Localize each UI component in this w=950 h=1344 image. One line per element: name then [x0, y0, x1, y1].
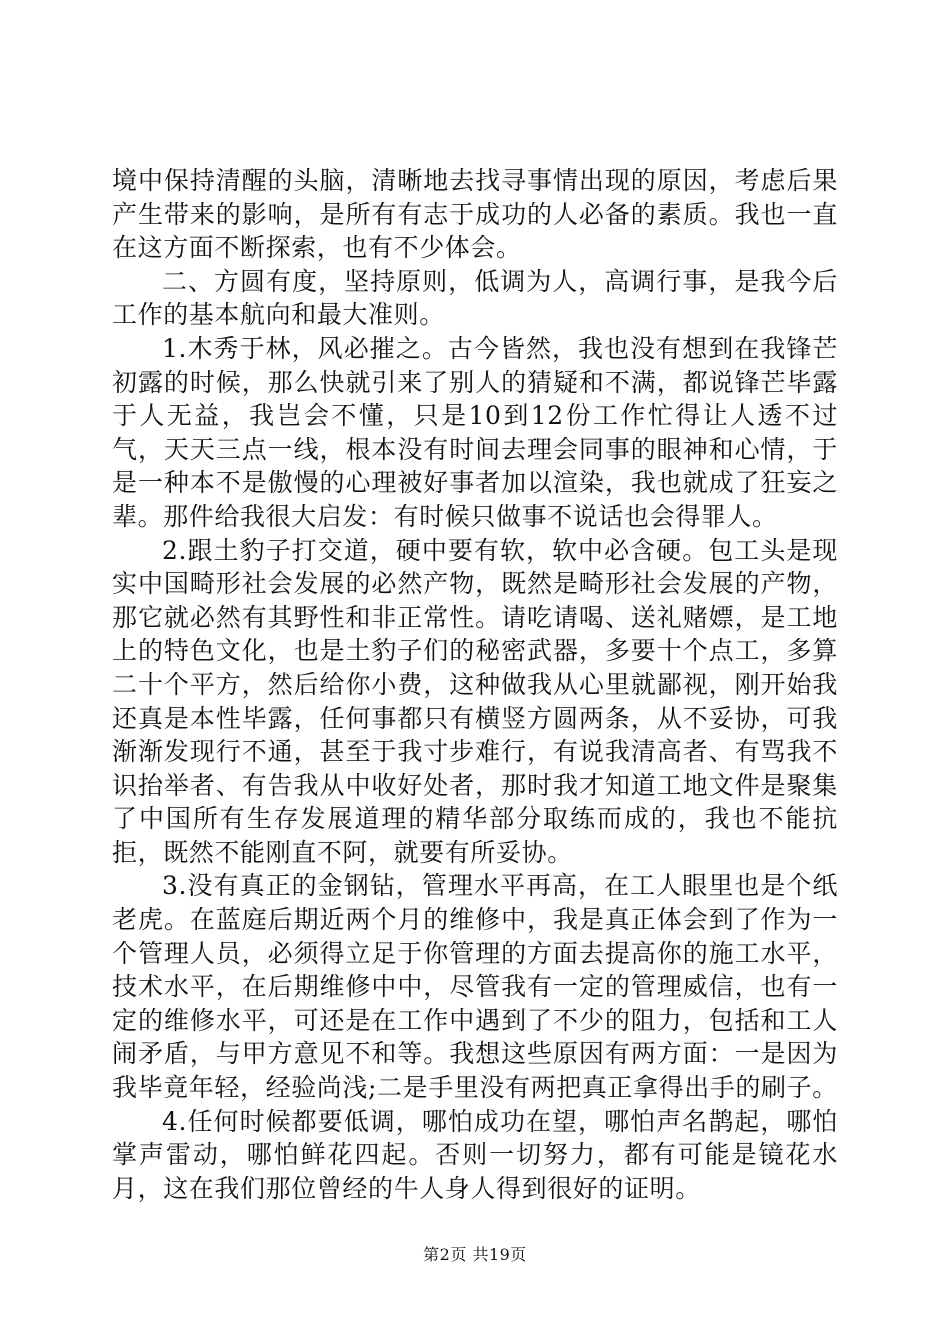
paragraph-item-4: 4.任何时候都要低调，哪怕成功在望，哪怕声名鹊起，哪怕掌声雷动，哪怕鲜花四起。否则一切努力，都有可能是镜花水月，这在我们那位曾经的牛人身人得到很好的证明。 [112, 1106, 838, 1203]
paragraph-section-heading: 二、方圆有度，坚持原则，低调为人，高调行事，是我今后工作的基本航向和最大准则。 [112, 266, 838, 330]
paragraph-continuation: 境中保持清醒的头脑，清晰地去找寻事情出现的原因，考虑后果产生带来的影响，是所有有志于成功的人必备的素质。我也一直在这方面不断探索，也有不少体会。 [112, 166, 838, 263]
page-number-footer: 第2页 共19页 [423, 1245, 527, 1264]
paragraph-item-2: 2.跟土豹子打交道，硬中要有软，软中必含硬。包工头是现实中国畸形社会发展的必然产物，既然是畸形社会发展的产物，那它就必然有其野性和非正常性。请吃请喝、送礼赌嫖，是工地上的特色文化，也是土豹子们的秘密武器，多要十个点工，多算二十个平方，然后给你小费，这种做我从心里就鄙视，刚开始我还真是本性毕露，任何事都只有横竖方圆两条，从不妥协，可我渐渐发现行不通，甚至于我寸步难行，有说我清高者、有骂我不识抬举者、有告我从中收好处者，那时我才知道工地文件是聚集了中国所有生存发展道理的精华部分取练而成的，我也不能抗拒，既然不能刚直不阿，就要有所妥协。 [112, 535, 838, 867]
paragraph-item-1: 1.木秀于林，风必摧之。古今皆然，我也没有想到在我锋芒初露的时候，那么快就引来了别人的猜疑和不满，都说锋芒毕露于人无益，我岂会不懂，只是10到12份工作忙得让人透不过气，天天三点一线，根本没有时间去理会同事的眼神和心情，于是一种本不是傲慢的心理被好事者加以渲染，我也就成了狂妄之辈。那件给我很大启发：有时候只做事不说话也会得罪人。 [112, 333, 838, 531]
document-body [112, 164, 838, 1205]
paragraph-item-3: 3.没有真正的金钢钻，管理水平再高，在工人眼里也是个纸老虎。在蓝庭后期近两个月的维修中，我是真正体会到了作为一个管理人员，必须得立足于你管理的方面去提高你的施工水平，技术水平，在后期维修中中，尽管我有一定的管理威信，也有一定的维修水平，可还是在工作中遇到了不少的阻力，包括和工人闹矛盾，与甲方意见不和等。我想这些原因有两方面：一是因为我毕竟年轻，经验尚浅;二是手里没有两把真正拿得出手的刷子。 [112, 871, 838, 1103]
